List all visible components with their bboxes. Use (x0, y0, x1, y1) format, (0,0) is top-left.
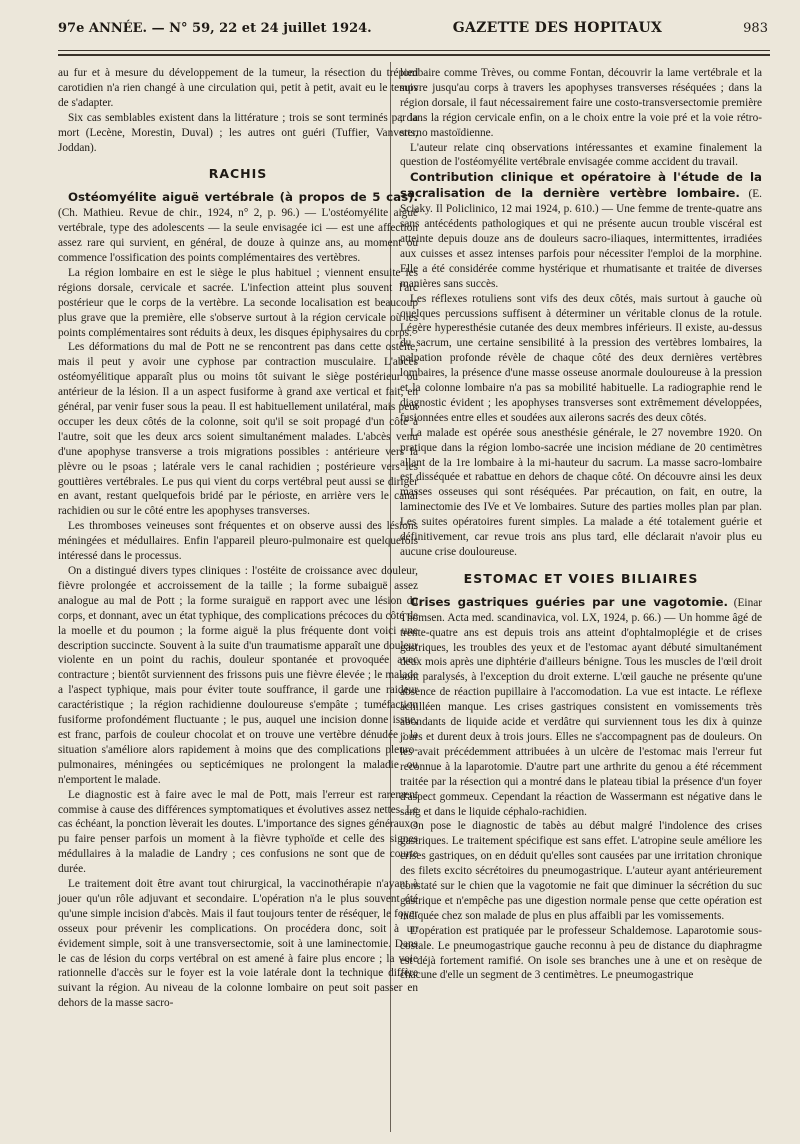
paragraph: L'ostéomyélite aiguë vertébrale, type des adolescents — la seule envisagée ici — est une affection assez rare qui survient, en général, de douze à quinze ans, au moment où commence l'ossification des points complémentaires des vertèbres. (58, 207, 418, 264)
article-title: Contribution clinique et opératoire à l'étude de la sacralisation de la dernière vertèbre lombaire. (400, 170, 762, 201)
article-reference: (Ch. Mathieu. Revue de chir., 1924, n° 2, p. 96.) — (58, 207, 322, 220)
right-column (400, 66, 762, 983)
article-lead (400, 170, 762, 291)
paragraph: Les déformations du mal de Pott ne se rencontrent pas dans cette ostéite, mais il peut y avoir une cyphose par contraction musculaire. L'abcès ostéomyélitique apparaît plus ou moins tôt suivant le siège postérieur ou antérieur de la lésion. Il a un aspect fusiforme à grand axe vertical et fait, en général, par venir fuser sous la peau. Il est habituellement unilatéral, mais peut occuper les deux côtés de la colonne, soit qu'il se soit propagé d'un côté à l'autre, soit que les deux arcs soient simultanément malades. L'abcès venu d'une apophyse transverse a trois migrations possibles : antérieure vers la plèvre ou le psoas ; latérale vers le canal rachidien ; postérieure vers les gouttières vertébrales. Le pus qui vient du corps vertébral peut aussi se diriger en avant, restant quelquefois bridé par le périoste, en arrière vers le canal rachidien ou sur le côté entre les apophyses transverses. (58, 341, 418, 518)
article-title: Ostéomyélite aiguë vertébrale (à propos de 5 cas). (68, 190, 418, 205)
article-reference: (E. Sciaky. Il Policlinico, 12 mai 1924, p. 610.) — (400, 188, 763, 216)
paragraph: On a distingué divers types cliniques : l'ostéite de croissance avec douleur, fièvre prolongée et accroissement de la taille ; la forme subaiguë assez analogue au mal de Pott ; la forme suraiguë en rapport avec une lésion du corps, et donnant, avec un état typhique, des complications précoces du côté de la moelle et du poumon ; la forme aiguë la plus fréquente dont voici une description succincte. Souvent à la suite d'un traumatisme apparaît une douleur violente en un point du rachis, douleur spontanée et provoquée avec contracture ; bientôt surviennent des frissons puis une fièvre élevée ; le malade a l'aspect typhique, mais pour éviter toute souffrance, il garde une raideur caractéristique ; la région rachidienne douloureuse s'empâte ; tuméfaction fusiforme profondément fluctuante ; le pus, auquel une incision donne issue, est franc, parfois de couleur chocolat et on trouve une vertèbre dénudée ; la situation s'améliore alors rapidement à moins que des complications pleuro-pulmonaires, méningées ou septicémiques ne prolongent la maladie ou n'emportent le malade. (58, 565, 418, 786)
paragraph: Une femme de trente-quatre ans sans antécédents pathologiques et qui ne présente aucun trouble viscéral est atteinte depuis douze ans de douleurs sacro-iliaques, intermittentes, irradiées aux cuisses et assez intenses parfois pour nécessiter l'emploi de la morphine. Elle a été considérée comme hystérique et rhumatisante et traitée de diverses manières sans succès. (400, 203, 762, 290)
paragraph: Le traitement doit être avant tout chirurgical, la vaccinothérapie n'ayant à jouer qu'un rôle adjuvant et secondaire. L'opération n'a le plus souvent été qu'une simple incision d'abcès. Mais il faut toujours tenter de réséquer, le foyer osseux pour prévenir les complications. On procédera donc, soit à un évidement simple, soit à une transversectomie, soit à une laminectomie. Dans le cas de lésion du corps vertébral on est amené à faire plus encore ; la voie rationnelle d'accès sur le foyer est la voie latérale dont la technique diffère suivant la région. Au niveau de la colonne lombaire on peut soit passer en dehors de la masse sacro- (58, 878, 418, 1010)
left-column (58, 66, 418, 1011)
article-lead (400, 595, 762, 820)
article-lead (58, 190, 418, 266)
paragraph: Les thromboses veineuses sont fréquentes et on observe aussi des lésions méningées et médullaires. Enfin l'appareil pleuro-pulmonaire est quelquefois intéressé dans le processus. (58, 520, 418, 563)
paragraph: au fur et à mesure du développement de la tumeur, la résection du trépied carotidien n'a rien changé à une circulation qui, petit à petit, avait eu le temps de s'adapter. (58, 67, 418, 109)
issue-info: 97e ANNÉE. — N° 59, 22 et 24 juillet 1924. (58, 21, 372, 36)
section-heading-rachis: RACHIS (208, 166, 268, 182)
page-number: 983 (743, 21, 768, 36)
paragraph: L'opération est pratiquée par le professeur Schaldemose. Laparotomie sous-costale. Le pneumogastrique gauche reconnu à peu de distance du diaphragme est déjà fortement ramifié. On isole ses branches une à une et on resèque de chacune d'elle un segment de 3 centimètres. Le pneumogastrique (400, 924, 762, 982)
paragraph: La région lombaire en est le siège le plus habituel ; viennent ensuite les régions dorsale, cervicale et sacrée. L'infection atteint plus souvent l'arc postérieur que le corps de la vertèbre. La seconde localisation est beaucoup plus grave que la première, elle s'observe surtout à la région cervicale où les points complémentaires sont réduits à deux, les disques épiphysaires du corps. (58, 266, 418, 339)
paragraph: Le diagnostic est à faire avec le mal de Pott, mais l'erreur est rarement commise à cause des différences symptomatiques et évolutives assez nettes. Le cas échéant, la ponction lèverait les doutes. L'importance des signes généraux a pu faire penser parfois un moment à la fièvre typhoïde et celle des signes médullaires à la maladie de Landry ; ces confusions ne sont que de courte durée. (58, 788, 418, 876)
paragraph: Six cas semblables existent dans la littérature ; trois se sont terminés par la mort (Lecène, Morestin, Duval) ; les autres ont guéri (Tuffier, Vanverts, Joddan). (58, 111, 418, 154)
paragraph: On pose le diagnostic de tabès au début malgré l'indolence des crises gastriques. Le traitement spécifique est sans effet. L'atropine seule améliore les crises gastriques, on en déduit qu'elles sont causées par une irritation chronique des filets excito sécrétoires du pneumogastrique. L'auteur ayant antérieurement constaté sur le chien que la vagotomie ne fait que diminuer la sécrétion du suc gastrique et n'empêche pas une digestion normale pense que cette opération est indiquée chez son malade de plus en plus affaibli par les vomissements. (400, 820, 762, 922)
section-heading-estomac: ESTOMAC ET VOIES BILIAIRES (463, 570, 699, 586)
header-rule (58, 50, 770, 56)
paragraph: lombaire comme Trèves, ou comme Fontan, découvrir la lame vertébrale et la suivre jusqu'au corps à travers les apophyses transverses réséquées ; dans la région dorsale, il faut nécessairement faire une costo-transversectomie première ; dans la région cervicale enfin, on a le choix entre la voie pré et la voie rétro-sterno mastoïdienne. (400, 67, 762, 139)
paragraph: L'auteur relate cinq observations intéressantes et examine finalement la question de l'ostéomyélite vertébrale envisagée comme accident du travail. (400, 141, 762, 169)
paragraph: Un homme âgé de trente-quatre ans est depuis trois ans atteint d'ophtalmoplégie et de crises gastriques, les troubles des yeux et de l'estomac ayant débuté simultanément deux mois après une diphtérie d'ailleurs bénigne. Tous les muscles de l'œil droit sont paralysés, à l'exception du droit externe. L'œil gauche ne présente qu'une absence de réaction pupillaire à l'accomodation. La vue est intacte. Le réflexe achilléen manque. Les crises gastriques consistent en vomissements très abondants de liquide acide et verdâtre qui surviennent tous les dix à quinze jours et durent deux à trois jours. Elles ne s'accompagnent pas de douleurs. On les avait précédemment attribuées à un ulcère de l'estomac mais l'erreur fut reconnue à la laparotomie. D'autre part une arthrite du genou a été récemment traitée par la résection qui a montré dans le plateau tibial la présence d'un foyer d'aspect gommeux. Cependant la réaction de Wassermann est négative dans le sang et dans le liquide céphalo-rachidien. (400, 611, 762, 818)
article-title: Crises gastriques guéries par une vagotomie. (410, 594, 729, 609)
paragraph: Les réflexes rotuliens sont vifs des deux côtés, mais surtout à gauche où quelques percussions suffisent à déterminer un véritable clonus de la rotule. Légère hyperesthésie cutanée des deux membres inférieurs. Il existe, au-dessus du sacrum, une certaine sensibilité à la pression des vertèbres lombaires, la palpation profonde révèle de chaque côté des deux dernières vertèbres lombaires, la présence d'une masse osseuse anormale douloureuse à la pression et la colonne lombaire n'a pas sa mobilité habituelle. La radiographie rend le diagnostic évident ; les apophyses transverses sont extrêmement développées, fusionnées entre elles et soudées aux ailerons sacrés des deux côtés. (400, 292, 762, 424)
paragraph: La malade est opérée sous anesthésie générale, le 27 novembre 1920. On pratique dans la région lombo-sacrée une incision médiane de 20 centimètres allant de la 1re lombaire à la mi-hauteur du sacrum. La masse sacro-lombaire est disséquée et rabattue en dehors de chaque côté. On découvre ainsi les deux masses osseuses qui sont réséquées. Par précaution, on fait, en outre, la laminectomie des IVe et Ve lombaires. Suture des parties molles plan par plan. Les suites opératoires furent simples. La malade a été totalement guérie et définitivement, car revue trois ans plus tard, elle déclarait n'avoir plus eu aucune crise douloureuse. (400, 426, 762, 558)
journal-title: GAZETTE DES HOPITAUX (452, 20, 663, 36)
article-reference: (Einar Thomsen. Acta med. scandinavica, vol. LX, 1924, p. 66.) — (400, 596, 762, 624)
page-header (58, 20, 768, 46)
